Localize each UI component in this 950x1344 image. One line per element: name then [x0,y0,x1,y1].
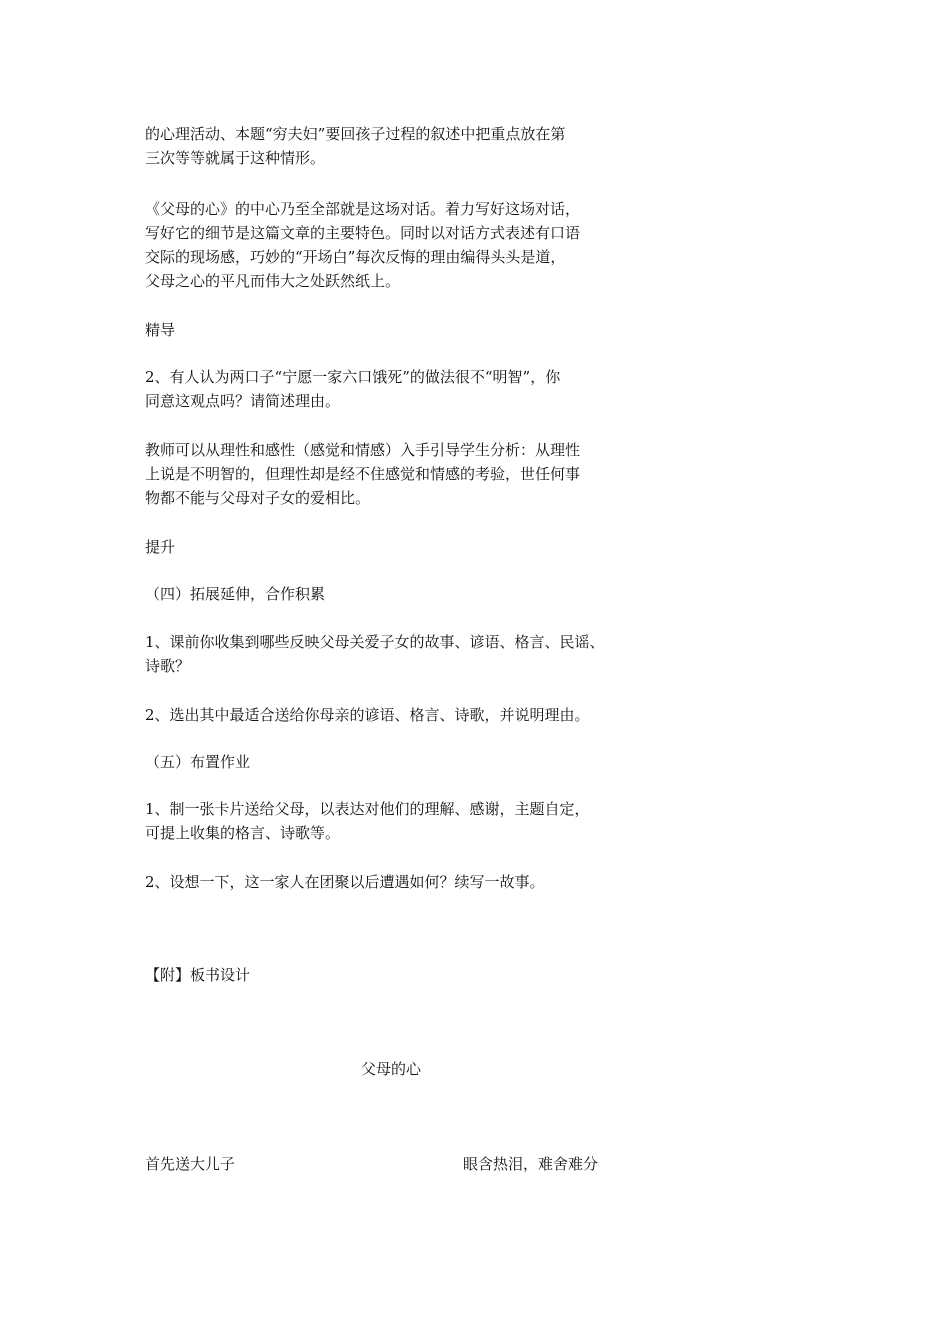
paragraph-dialogue-analysis [145,197,665,293]
text-line: 1、制一张卡片送给父母，以表达对他们的理解、感谢，主题自定， [145,800,590,818]
board-right-item: 眼含热泪，难舍难分 [463,1155,599,1173]
homework-1 [145,797,665,845]
question-2 [145,365,665,413]
text-line: 交际的现场感，巧妙的“开场白”每次反悔的理由编得头头是道， [145,248,566,266]
text-line: 可提上收集的格言、诗歌等。 [145,824,341,842]
text-line: 2、有人认为两口子“宁愿一家六口饿死”的做法很不“明智”，你 [145,368,561,386]
text-line: 上说是不明智的，但理性却是经不住感觉和情感的考验，世任何事 [145,465,581,483]
text-line: 的心理活动、本题“穷夫妇”要回孩子过程的叙述中把重点放在第 [145,125,566,143]
text-line: 1、课前你收集到哪些反映父母关爱子女的故事、谚语、格言、民谣、 [145,633,605,651]
text-line: 写好它的细节是这篇文章的主要特色。同时以对话方式表述有口语 [145,224,581,242]
heading-section-4: （四）拓展延伸，合作积累 [145,585,326,603]
task-2-select: 2、选出其中最适合送给你母亲的谚语、格言、诗歌，并说明理由。 [145,706,590,724]
heading-jingdao: 精导 [145,321,176,339]
text-line: 同意这观点吗？请简述理由。 [145,392,341,410]
board-title: 父母的心 [361,1060,422,1078]
board-left-item: 首先送大儿子 [145,1155,236,1173]
homework-2: 2、设想一下，这一家人在团聚以后遭遇如何？续写一故事。 [145,873,545,891]
text-line: 《父母的心》的中心乃至全部就是这场对话。着力写好这场对话， [145,200,581,218]
heading-appendix: 【附】板书设计 [145,966,251,984]
paragraph-teacher-guidance [145,438,665,510]
text-line: 物都不能与父母对子女的爱相比。 [145,489,371,507]
text-line: 教师可以从理性和感性（感觉和情感）入手引导学生分析：从理性 [145,441,581,459]
text-line: 三次等等就属于这种情形。 [145,149,326,167]
task-1-collect [145,630,665,678]
heading-section-5: （五）布置作业 [145,753,251,771]
text-line: 诗歌？ [145,657,191,675]
paragraph-intro-continuation [145,122,665,170]
heading-tisheng: 提升 [145,538,176,556]
text-line: 父母之心的平凡而伟大之处跃然纸上。 [145,272,401,290]
